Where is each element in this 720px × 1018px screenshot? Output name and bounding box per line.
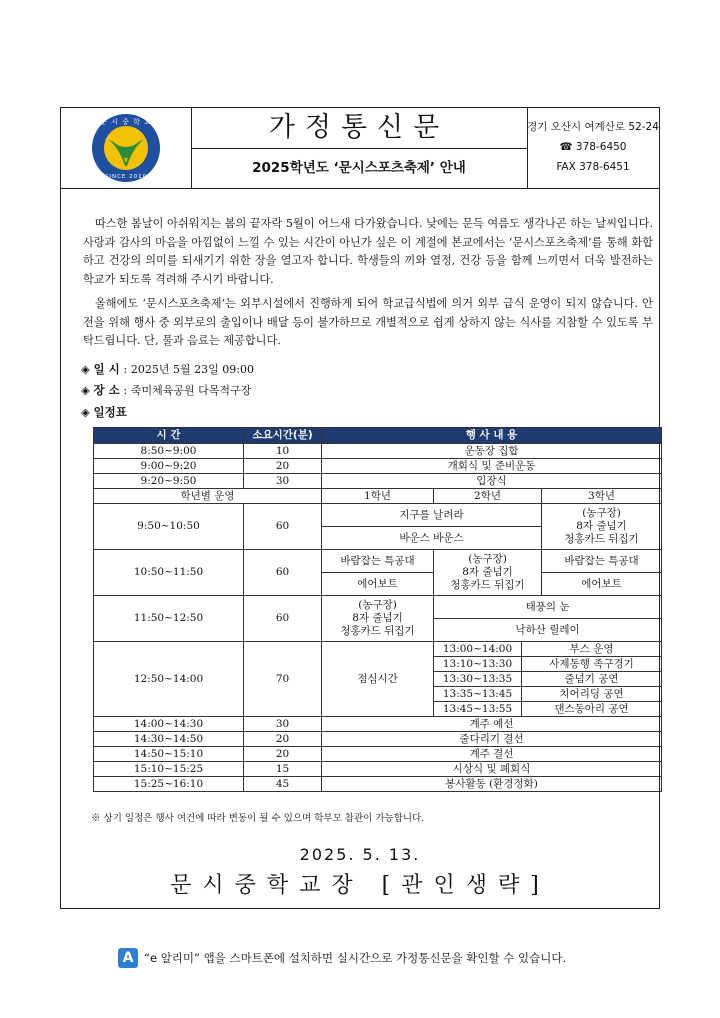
row-duration: 20 (244, 732, 322, 747)
principal-signature: 문시중학교장 [관인생략] (170, 873, 550, 898)
info-place: ◈ 장 소 : 죽미체육공원 다목적구장 (81, 383, 252, 397)
row-content: 입장식 (322, 474, 662, 489)
row-time: 15:10~15:25 (94, 762, 244, 777)
lunch-item-time: 13:10~13:30 (434, 657, 522, 672)
row-time: 14:00~14:30 (94, 717, 244, 732)
grade-3: 3학년 (542, 489, 662, 504)
row-content: 봉사활동 (환경정화) (322, 777, 662, 792)
row-content: 계주 결선 (322, 747, 662, 762)
row-duration: 10 (244, 444, 322, 459)
lunch-item-content: 치어리딩 공연 (522, 687, 662, 702)
activity: 바람잡는 특공대 (542, 550, 662, 573)
row-content: 개회식 및 준비운동 (322, 459, 662, 474)
lunch-label: 점심시간 (322, 642, 434, 717)
svg-text:SINCE 2010: SINCE 2010 (104, 174, 148, 180)
activity: 태풍의 눈 (434, 596, 662, 619)
grade-2: 2학년 (434, 489, 542, 504)
grade-header-label: 학년별 운영 (94, 489, 322, 504)
row-time: 9:50~10:50 (94, 504, 244, 550)
row-time: 15:25~16:10 (94, 777, 244, 792)
page-title: 가정통신문 (191, 108, 527, 149)
title-cell (191, 108, 528, 188)
activity: 바람잡는 특공대 (322, 550, 434, 573)
table-row (94, 474, 662, 489)
table-row (94, 444, 662, 459)
row-content: 계주 예선 (322, 717, 662, 732)
activity: 에어보트 (322, 573, 434, 596)
row-duration: 60 (244, 550, 322, 596)
activity: 낙하산 릴레이 (434, 619, 662, 642)
schedule-table (93, 427, 662, 792)
activity: 바운스 바운스 (322, 527, 542, 550)
footer-text: “e 알리미” 앱을 스마트폰에 설치하면 실시간으로 가정통신문을 확인할 수 있습니다. (144, 951, 567, 965)
table-row (94, 642, 662, 657)
lunch-item-time: 13:45~13:55 (434, 702, 522, 717)
logo-cell (61, 108, 192, 188)
svg-text:문 시 중 학 교: 문 시 중 학 교 (100, 118, 152, 126)
table-row (94, 504, 662, 527)
table-row (94, 747, 662, 762)
table-row (94, 550, 662, 573)
activity: 지구를 날려라 (322, 504, 542, 527)
row-time: 9:00~9:20 (94, 459, 244, 474)
contact-cell (527, 108, 659, 188)
info-date: ◈ 일 시 : 2025년 5월 23일 09:00 (81, 362, 254, 376)
table-row (94, 777, 662, 792)
place-value: 죽미체육공원 다목적구장 (130, 384, 252, 397)
schedule-note: ※ 상기 일정은 행사 여건에 따라 변동이 될 수 있으며 학부모 참관이 가능합니다. (91, 813, 425, 824)
row-content: 운동장 집합 (322, 444, 662, 459)
row-content: 시상식 및 폐회식 (322, 762, 662, 777)
table-row (94, 717, 662, 732)
row-duration: 30 (244, 474, 322, 489)
table-row (94, 459, 662, 474)
row-content: 줄다리기 결선 (322, 732, 662, 747)
school-phone: ☎ 378-6450 (559, 141, 627, 153)
table-row (94, 732, 662, 747)
row-duration: 60 (244, 596, 322, 642)
lunch-item-content: 사제동행 족구경기 (522, 657, 662, 672)
paragraph-1: 따스한 봄날이 아쉬워지는 봄의 끝자락 5월이 어느새 다가왔습니다. 낮에는 문득 여름도 생각나곤 하는 날씨입니다. 사랑과 감사의 마음을 아낌없이 느낄 수 있는 시간이 아닌가 싶은 이 계절에 본교에서는 ‘문시스포츠축제’를 통해 화합하고 건강의 의미를 되새기기 위한 장을 열고자 합니다. 학생들의 끼와 열정, 건강 등을 함께 느끼면서 더욱 발전하는 학교가 되도록 격려해 주시기 바랍니다. (83, 217, 653, 286)
lunch-item-time: 13:35~13:45 (434, 687, 522, 702)
row-duration: 70 (244, 642, 322, 717)
row-time: 11:50~12:50 (94, 596, 244, 642)
lunch-item-time: 13:30~13:35 (434, 672, 522, 687)
header-content: 행 사 내 용 (322, 428, 662, 444)
e-alimi-app-icon: A (118, 948, 138, 968)
header (61, 108, 659, 189)
row-duration: 20 (244, 747, 322, 762)
body-text (83, 215, 653, 357)
date-value: 2025년 5월 23일 09:00 (130, 363, 254, 376)
school-logo-icon (61, 108, 191, 188)
table-header-row (94, 428, 662, 444)
lunch-item-time: 13:00~14:00 (434, 642, 522, 657)
activity: (농구장) 8자 줄넘기 청홍카드 뒤집기 (434, 550, 542, 596)
page-subtitle: 2025학년도 ‘문시스포츠축제’ 안내 (252, 160, 466, 176)
row-duration: 30 (244, 717, 322, 732)
lunch-item-content: 댄스동아리 공연 (522, 702, 662, 717)
grade-header-row (94, 489, 662, 504)
activity: (농구장) 8자 줄넘기 청홍카드 뒤집기 (542, 504, 662, 550)
newsletter-frame (60, 107, 660, 909)
school-address: 경기 오산시 여계산로 52-24 (527, 121, 659, 133)
header-duration: 소요시간(분) (244, 428, 322, 444)
date-label: 일 시 (93, 362, 120, 376)
lunch-item-content: 줄넘기 공연 (522, 672, 662, 687)
table-row (94, 596, 662, 619)
row-duration: 60 (244, 504, 322, 550)
info-schedule: ◈ 일정표 (81, 405, 127, 419)
activity: 에어보트 (542, 573, 662, 596)
row-duration: 45 (244, 777, 322, 792)
lunch-item-content: 부스 운영 (522, 642, 662, 657)
paragraph-2: 올해에도 ‘문시스포츠축제’는 외부시설에서 진행하게 되어 학교급식법에 의거 외부 급식 운영이 되지 않습니다. 안전을 위해 행사 중 외부로의 출입이나 배달 등이 불가하므로 개별적으로 쉽게 상하지 않는 식사를 지참할 수 있도록 부탁드립니다. 단, 물과 음료는 제공합니다. (83, 297, 653, 347)
row-time: 10:50~11:50 (94, 550, 244, 596)
row-time: 14:50~15:10 (94, 747, 244, 762)
schedule-label: 일정표 (93, 405, 127, 419)
row-duration: 15 (244, 762, 322, 777)
footer (118, 948, 678, 968)
grade-1: 1학년 (322, 489, 434, 504)
row-time: 9:20~9:50 (94, 474, 244, 489)
row-time: 12:50~14:00 (94, 642, 244, 717)
place-label: 장 소 (93, 383, 120, 397)
activity: (농구장) 8자 줄넘기 청홍카드 뒤집기 (322, 596, 434, 642)
header-time: 시 간 (94, 428, 244, 444)
row-time: 14:30~14:50 (94, 732, 244, 747)
table-row (94, 762, 662, 777)
row-time: 8:50~9:00 (94, 444, 244, 459)
issue-date: 2025. 5. 13. (299, 845, 421, 864)
row-duration: 20 (244, 459, 322, 474)
school-fax: FAX 378-6451 (556, 161, 630, 173)
